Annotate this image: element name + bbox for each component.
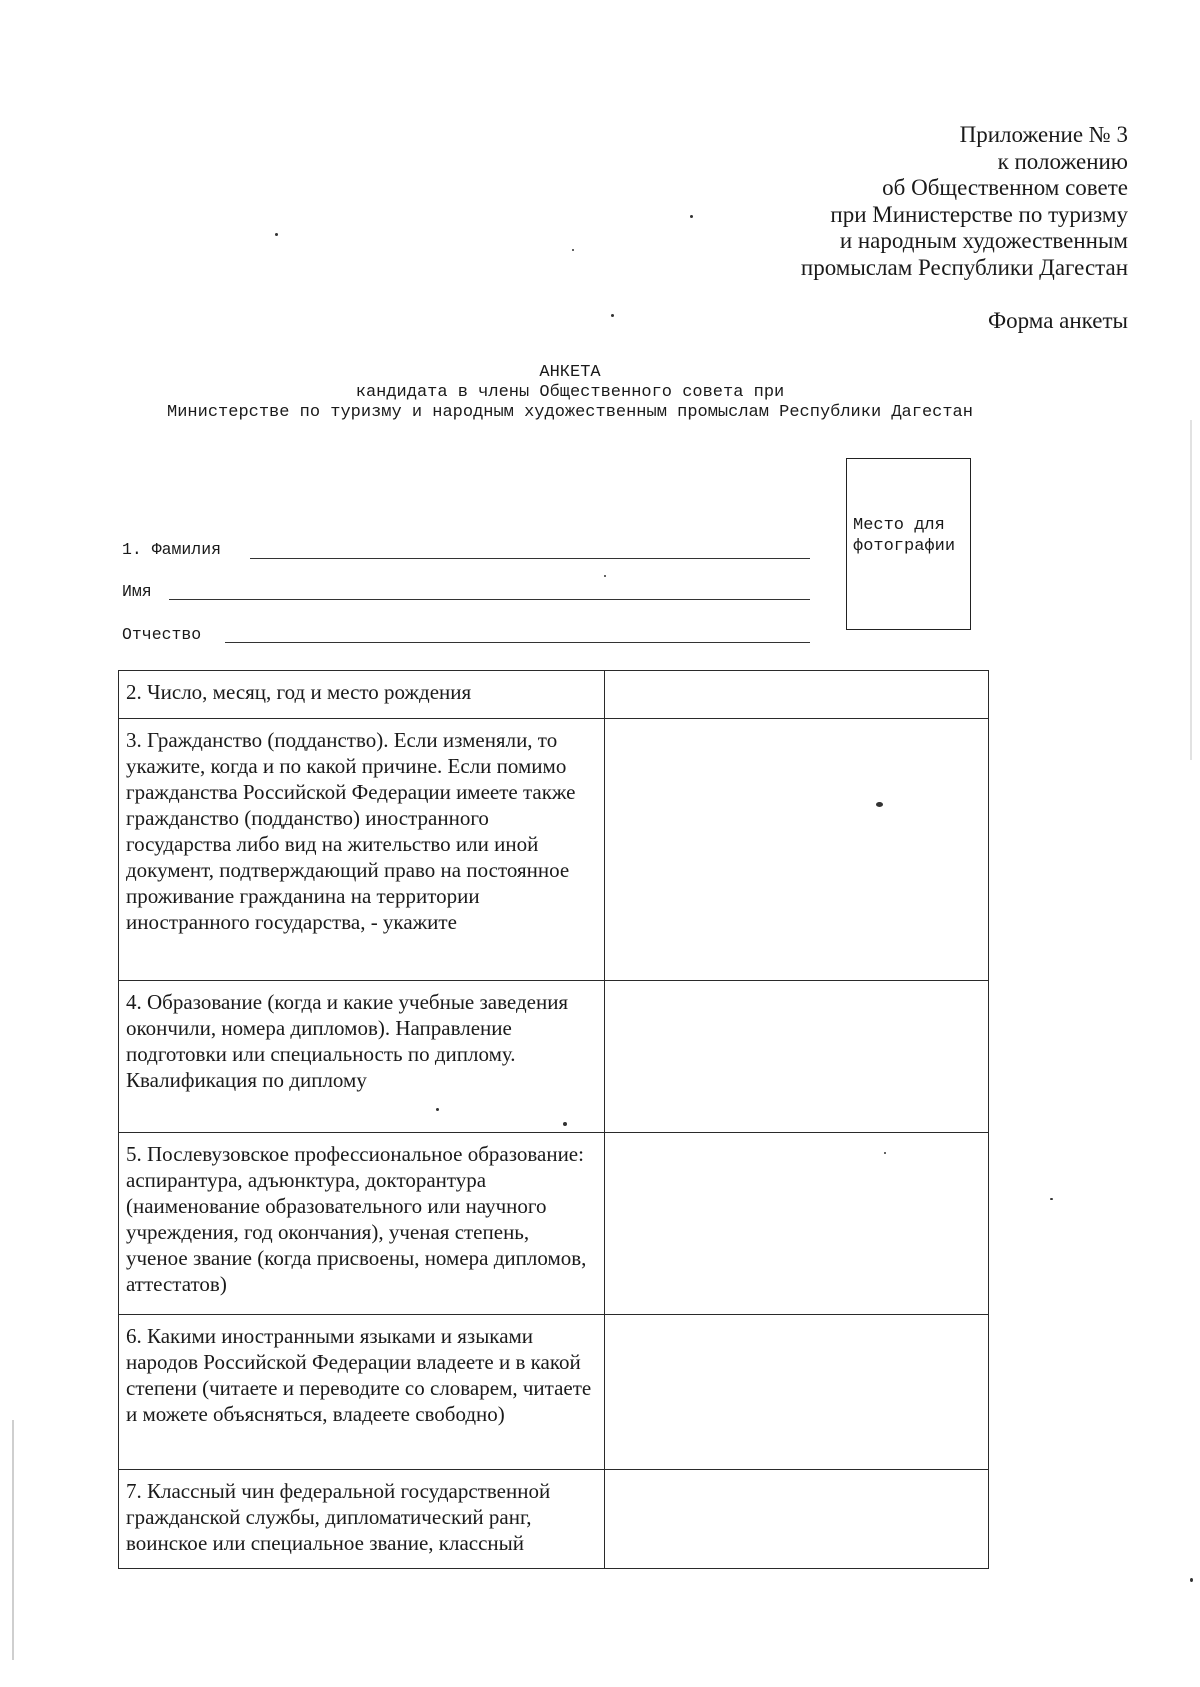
first-name-field[interactable] (169, 599, 810, 600)
question-cell: 4. Образование (когда и какие учебные заведения окончили, номера дипломов). Направление подготовки или специальность по диплому. Квалификация по диплому (119, 981, 605, 1133)
answer-cell[interactable] (605, 671, 989, 719)
first-name-label: Имя (122, 582, 152, 601)
question-cell: 6. Какими иностранными языками и языками народов Российской Федерации владеете и в какой степени (читаете и переводите со словарем, читаете и можете объясняться, владеете свободно) (119, 1315, 605, 1470)
table-row (119, 1470, 989, 1569)
question-cell: 3. Гражданство (подданство). Если изменяли, то укажите, когда и по какой причине. Если помимо гражданства Российской Федерации имеете также гражданство (подданство) иностранного государства либо вид на жительство или иной документ, подтверждающий право на постоянное проживание гражданина на территории иностранного государства, - укажите (119, 719, 605, 981)
table-row (119, 671, 989, 719)
form-subtitle: Министерстве по туризму и народным художественным промыслам Республики Дагестан (167, 403, 973, 422)
appendix-line: и народным художественным (839, 228, 1128, 253)
appendix-reference (708, 122, 1128, 281)
answer-cell[interactable] (605, 719, 989, 981)
scan-speck (1050, 1198, 1053, 1200)
scan-edge-line (12, 1420, 14, 1660)
scan-speck (275, 233, 278, 236)
form-subtitle: кандидата в члены Общественного совета при (355, 383, 785, 402)
answer-cell[interactable] (605, 1470, 989, 1569)
photo-label-line: фотографии (853, 537, 956, 556)
answer-cell[interactable] (605, 1133, 989, 1315)
scan-speck (876, 802, 883, 807)
questionnaire-table (118, 670, 989, 1569)
answer-cell[interactable] (605, 1315, 989, 1470)
table-row (119, 719, 989, 981)
photo-label-line: Место для (853, 516, 945, 535)
scan-speck (884, 1152, 886, 1154)
patronymic-field[interactable] (225, 642, 810, 643)
table-row (119, 1133, 989, 1315)
question-cell: 7. Классный чин федеральной государственной гражданской службы, дипломатический ранг, воинское или специальное звание, классный (119, 1470, 605, 1569)
scan-edge-line (1190, 420, 1192, 760)
appendix-line: Приложение № 3 (959, 122, 1128, 147)
scan-speck (436, 1108, 439, 1111)
form-kind-label: Форма анкеты (987, 308, 1128, 333)
table-row (119, 1315, 989, 1470)
question-cell: 5. Послевузовское профессиональное образование: аспирантура, адъюнктура, докторантура (наименование образовательного или научного учреждения, год окончания), ученая степень, ученое звание (когда присвоены, номера дипломов, аттестатов) (119, 1133, 605, 1315)
question-cell: 2. Число, месяц, год и место рождения (119, 671, 605, 719)
table-row (119, 981, 989, 1133)
scan-speck (611, 314, 614, 317)
form-title: АНКЕТА (539, 363, 601, 382)
surname-field[interactable] (250, 558, 810, 559)
scan-speck (604, 575, 606, 577)
appendix-line: к положению (997, 148, 1128, 174)
scan-speck (563, 1122, 567, 1126)
appendix-line: при Министерстве по туризму (830, 201, 1128, 227)
appendix-line: промыслам Республики Дагестан (800, 254, 1128, 280)
scan-speck (572, 249, 574, 251)
surname-label: 1. Фамилия (122, 540, 222, 559)
scan-speck (1190, 1578, 1193, 1582)
form-heading (0, 363, 1140, 423)
photo-placeholder-label (853, 515, 955, 557)
appendix-line: об Общественном совете (882, 175, 1128, 200)
scan-speck (690, 215, 693, 218)
photo-placeholder[interactable] (846, 458, 971, 630)
patronymic-label: Отчество (122, 625, 202, 644)
answer-cell[interactable] (605, 981, 989, 1133)
